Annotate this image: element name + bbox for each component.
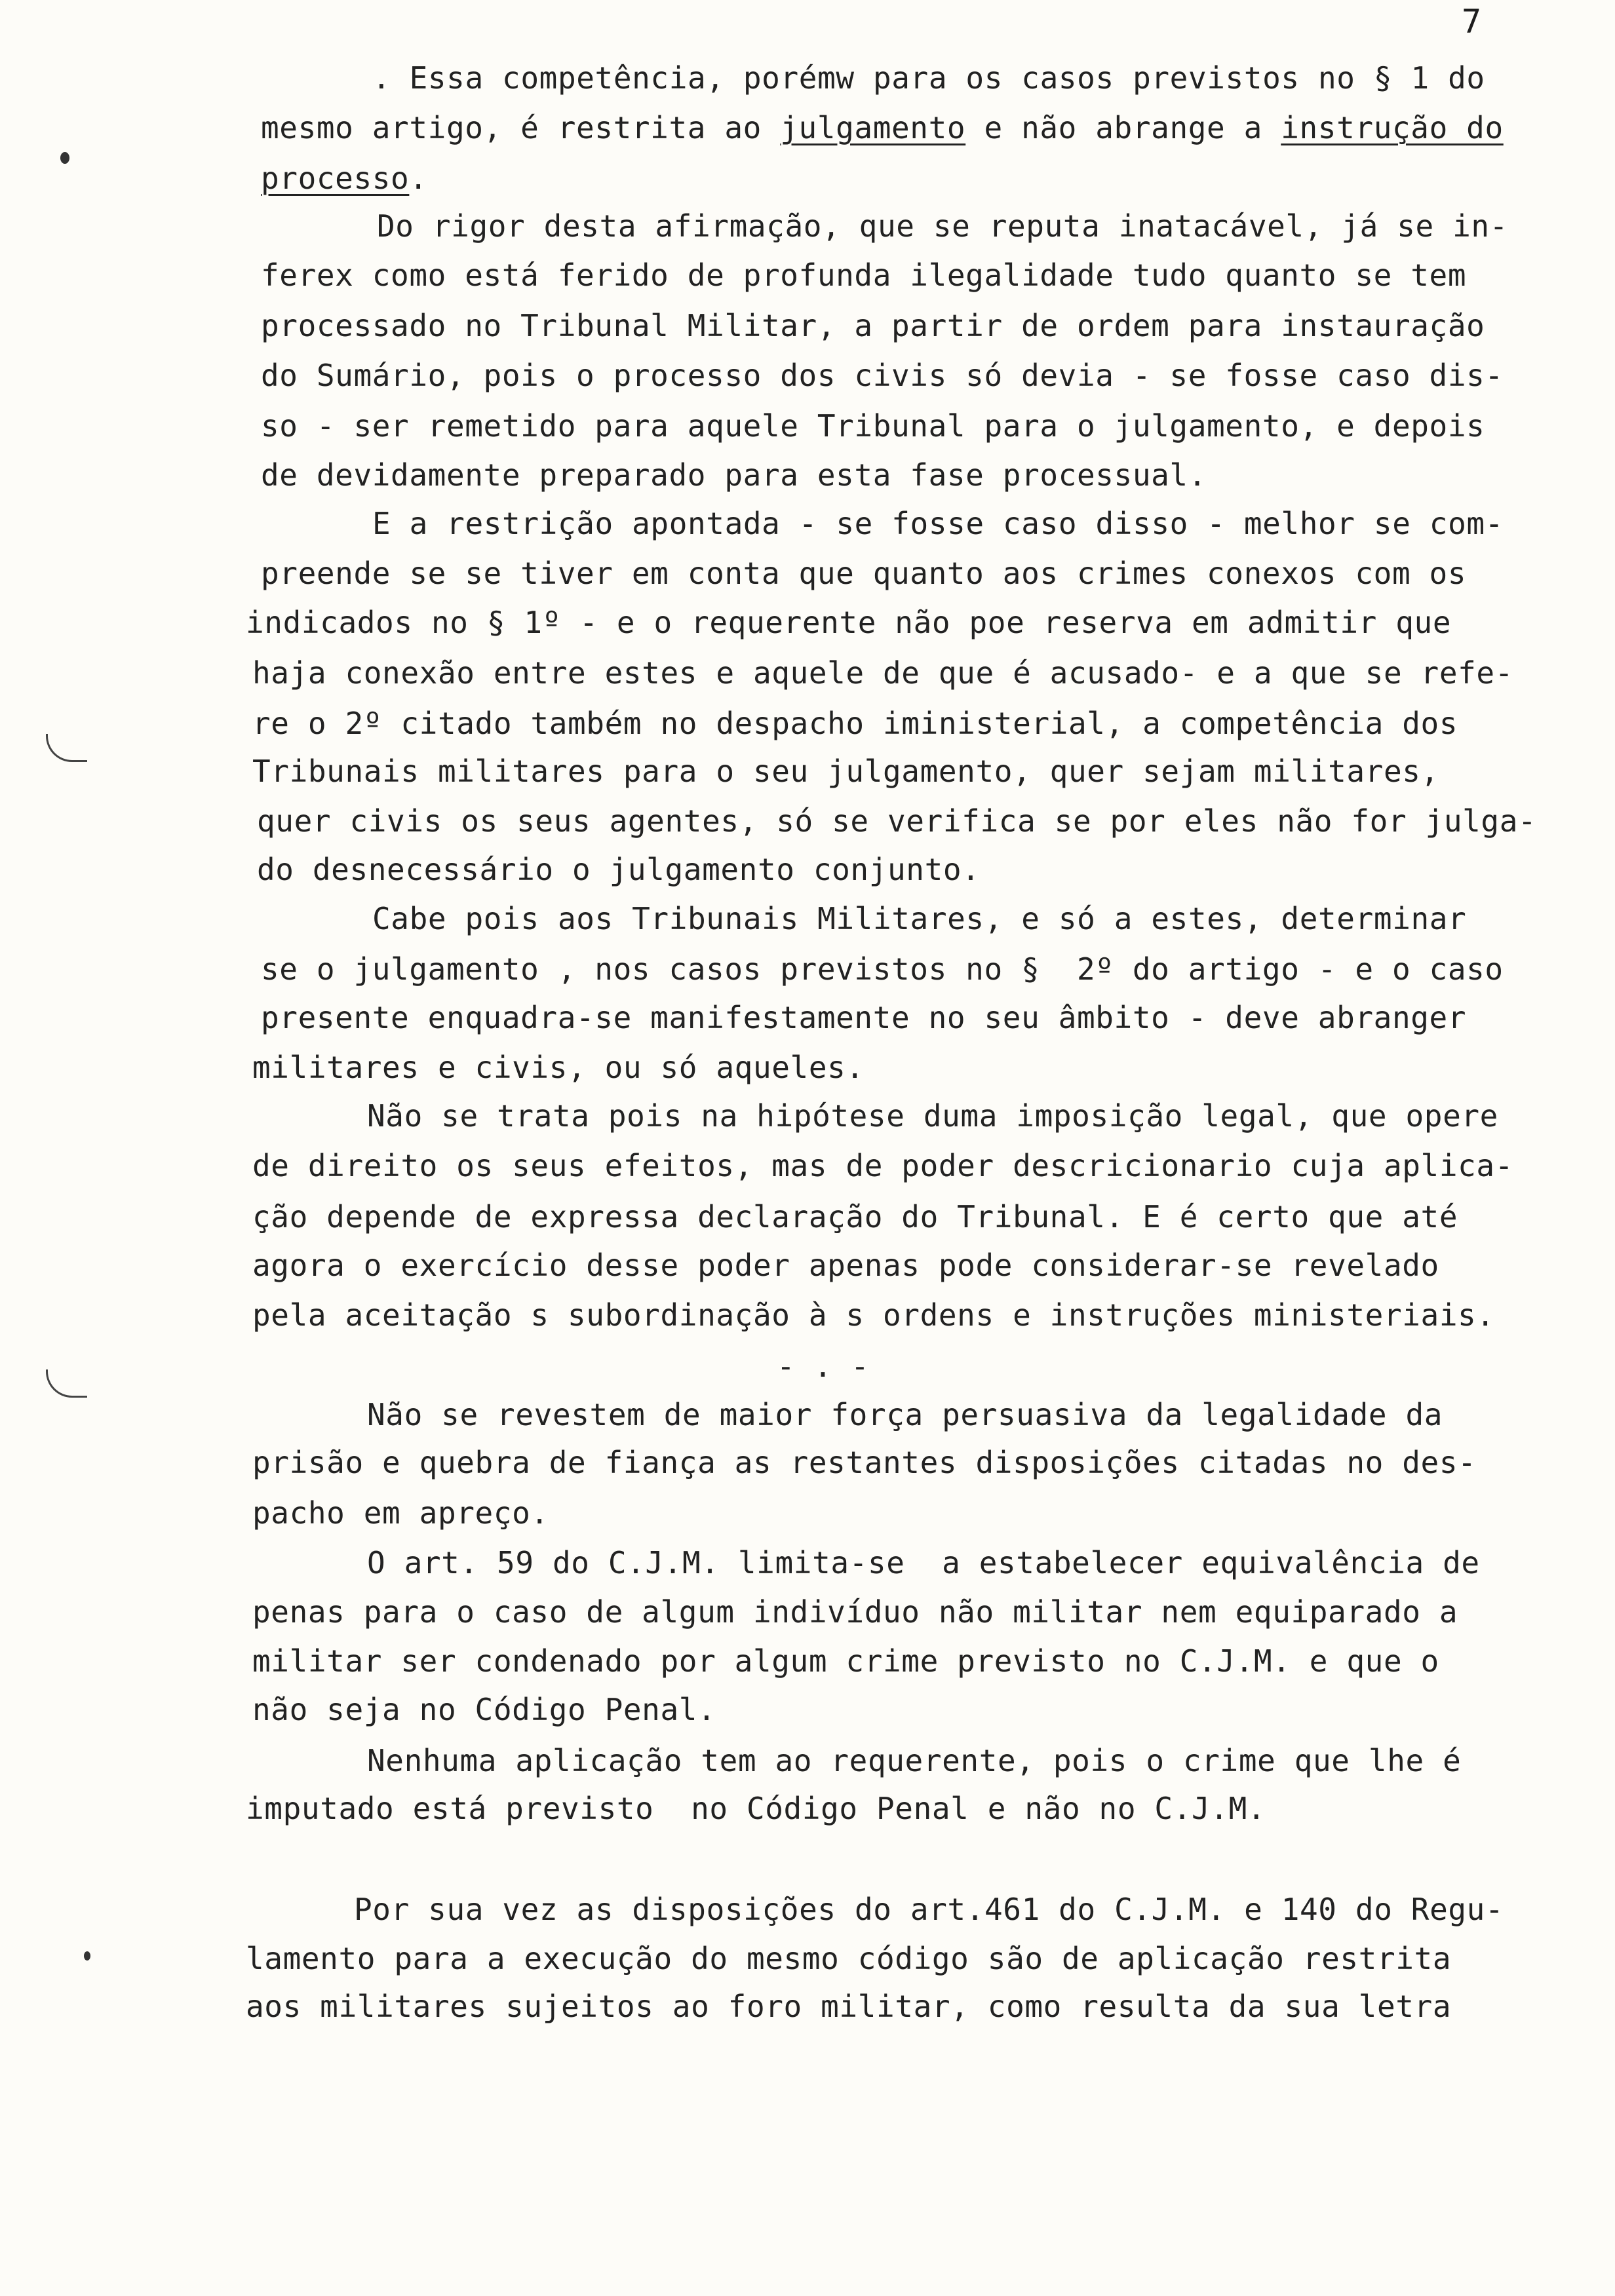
text-line [377, 208, 1508, 244]
underlined-text: julgamento [780, 110, 966, 145]
text-line [257, 803, 1536, 839]
text-run: militar ser condenado por algum crime previsto no C.J.M. e que o [252, 1643, 1439, 1679]
text-line [261, 258, 1466, 293]
text-line [261, 308, 1485, 343]
text-run: imputado está previsto no Código Penal e não no C.J.M. [246, 1791, 1266, 1826]
text-line [261, 110, 1504, 145]
text-run: penas para o caso de algum indivíduo não militar nem equiparado a [252, 1594, 1458, 1630]
scan-speck [84, 1951, 90, 1961]
text-line [252, 1445, 1476, 1480]
text-run: aos militares sujeitos ao foro militar, como resulta da sua letra [246, 1989, 1452, 2024]
text-line [367, 1545, 1480, 1580]
text-run: mesmo artigo, é restrita ao [261, 110, 781, 145]
text-run: agora o exercício desse poder apenas pode considerar-se revelado [252, 1248, 1439, 1283]
text-line [252, 1248, 1439, 1283]
text-line [372, 901, 1466, 936]
text-run: e não abrange a [965, 110, 1281, 145]
text-line [261, 358, 1504, 393]
text-line [252, 1643, 1439, 1679]
text-run: Cabe pois aos Tribunais Militares, e só a estes, determinar [372, 901, 1467, 936]
text-line [246, 1791, 1266, 1826]
text-line [367, 1397, 1443, 1432]
text-run: Não se trata pois na hipótese duma imposição legal, que opere [367, 1098, 1498, 1134]
text-run: militares e civis, ou só aqueles. [252, 1050, 865, 1085]
section-separator: - . - [777, 1349, 870, 1384]
underlined-text: processo [261, 161, 410, 196]
text-run: re o 2º citado também no despacho iministerial, a competência dos [252, 706, 1458, 741]
text-run: se o julgamento , nos casos previstos no § 2º do artigo - e o caso [261, 951, 1504, 987]
text-line [372, 60, 1485, 96]
text-run: de direito os seus efeitos, mas de poder descricionario cuja aplica- [252, 1148, 1514, 1183]
text-line [261, 457, 1207, 493]
text-line [261, 161, 428, 196]
text-run: processado no Tribunal Militar, a partir de ordem para instauração [261, 308, 1485, 343]
text-line [261, 556, 1466, 591]
text-line [367, 1743, 1461, 1778]
page-number: 7 [1462, 3, 1482, 41]
text-line [252, 706, 1458, 741]
text-run: . Essa competência, porémw para os casos previstos no § 1 do [372, 60, 1485, 96]
text-run: ferex como está ferido de profunda ilegalidade tudo quanto se tem [261, 258, 1467, 293]
text-line [246, 1989, 1451, 2024]
text-line [252, 655, 1513, 691]
text-run: pacho em apreço. [252, 1495, 549, 1531]
text-line [252, 1050, 865, 1085]
text-line [246, 1941, 1451, 1976]
text-line [354, 1892, 1504, 1927]
text-run: Por sua vez as disposições do art.461 do C.J.M. e 140 do Regu- [354, 1892, 1504, 1927]
scan-mark [46, 1369, 87, 1398]
text-run: indicados no § 1º - e o requerente não poe reserva em admitir que [246, 605, 1452, 640]
text-run: do desnecessário o julgamento conjunto. [257, 852, 981, 887]
text-run: pela aceitação s subordinação à s ordens e instruções ministeriais. [252, 1297, 1495, 1333]
text-run: Do rigor desta afirmação, que se reputa inatacável, já se in- [377, 208, 1508, 244]
underlined-text: instrução do [1281, 110, 1504, 145]
text-line [372, 506, 1504, 541]
text-line [367, 1098, 1498, 1134]
text-run: so - ser remetido para aquele Tribunal para o julgamento, e depois [261, 408, 1485, 444]
text-line [252, 1297, 1495, 1333]
text-line [252, 1594, 1458, 1630]
text-run: de devidamente preparado para esta fase processual. [261, 457, 1207, 493]
text-run: não seja no Código Penal. [252, 1692, 716, 1727]
text-run: presente enquadra-se manifestamente no seu âmbito - deve abranger [261, 1000, 1467, 1035]
text-run: Não se revestem de maior força persuasiva da legalidade da [367, 1397, 1443, 1432]
text-run: Tribunais militares para o seu julgamento, quer sejam militares, [252, 754, 1439, 789]
scan-mark [46, 734, 87, 762]
text-run: E a restrição apontada - se fosse caso disso - melhor se com- [372, 506, 1504, 541]
text-run: O art. 59 do C.J.M. limita-se a estabelecer equivalência de [367, 1545, 1480, 1580]
text-line [261, 1000, 1466, 1035]
text-line [246, 605, 1451, 640]
text-line [252, 1148, 1513, 1183]
text-line [252, 754, 1439, 789]
text-run: do Sumário, pois o processo dos civis só devia - se fosse caso dis- [261, 358, 1504, 393]
text-line [261, 951, 1504, 987]
text-run: quer civis os seus agentes, só se verifica se por eles não for julga- [257, 803, 1537, 839]
text-line [261, 408, 1485, 444]
text-run: ção depende de expressa declaração do Tribunal. E é certo que até [252, 1199, 1458, 1234]
text-line [252, 1495, 549, 1531]
text-run: Nenhuma aplicação tem ao requerente, pois o crime que lhe é [367, 1743, 1462, 1778]
text-line [252, 1199, 1458, 1234]
text-run: prisão e quebra de fiança as restantes disposições citadas no des- [252, 1445, 1477, 1480]
text-line [252, 1692, 716, 1727]
text-run: lamento para a execução do mesmo código são de aplicação restrita [246, 1941, 1452, 1976]
scan-speck [60, 152, 69, 164]
text-run: preende se se tiver em conta que quanto aos crimes conexos com os [261, 556, 1467, 591]
text-line [257, 852, 980, 887]
text-run: haja conexão entre estes e aquele de que é acusado- e a que se refe- [252, 655, 1514, 691]
text-run: . [409, 161, 428, 196]
